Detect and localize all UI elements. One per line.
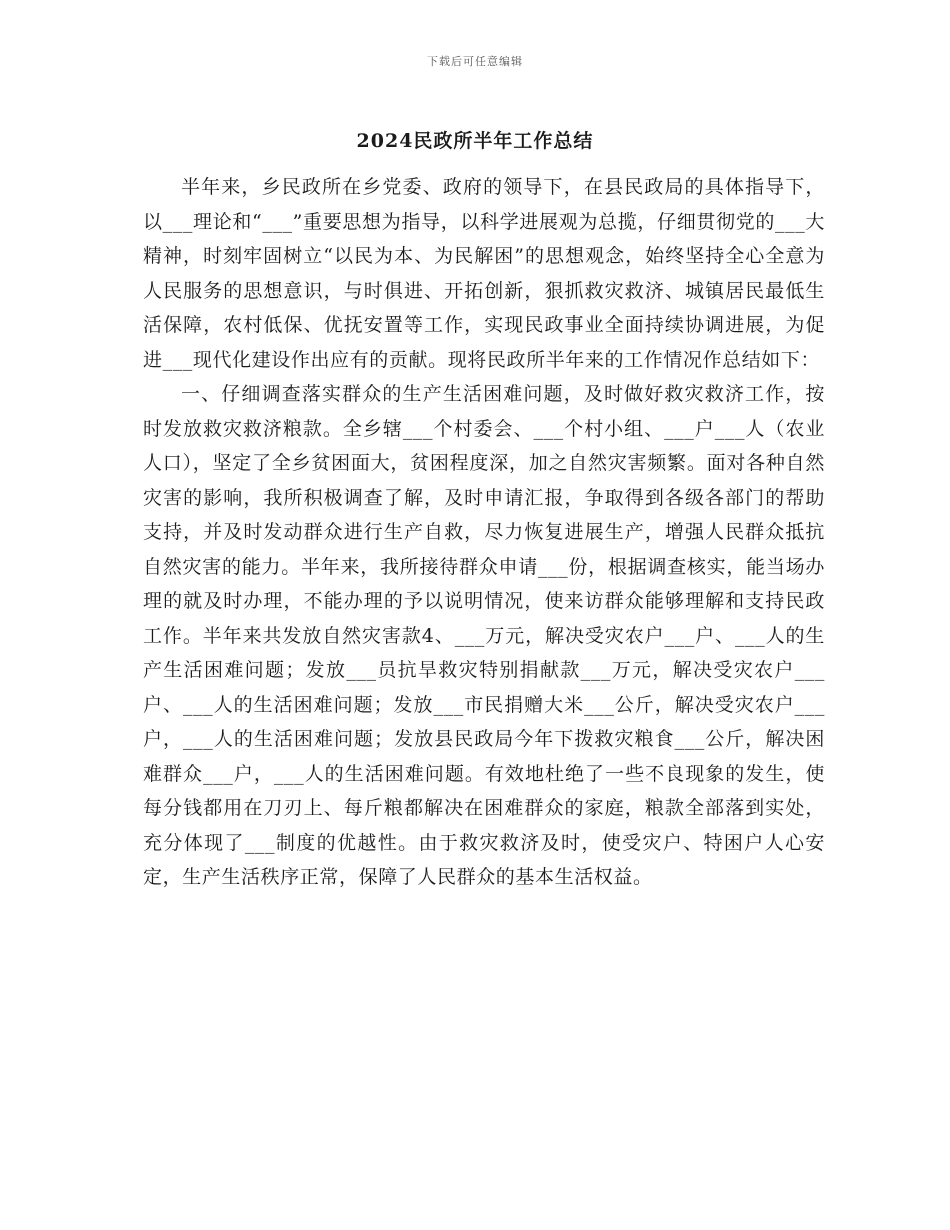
document-body — [143, 170, 825, 895]
paragraph-intro: 半年来，乡民政所在乡党委、政府的领导下，在县民政局的具体指导下，以___理论和“___”重要思想为指导，以科学进展观为总揽，仔细贯彻党的___大精神，时刻牢固树立“以民为本、为民解困”的思想观念，始终坚持全心全意为人民服务的思想意识，与时俱进、开拓创新，狠抓救灾救济、城镇居民最低生活保障，农村低保、优抚安置等工作，实现民政事业全面持续协调进展，为促进___现代化建设作出应有的贡献。现将民政所半年来的工作情况作总结如下： — [143, 176, 825, 371]
paragraph-section-1: 一、仔细调查落实群众的生产生活困难问题，及时做好救灾救济工作，按时发放救灾救济粮款。全乡辖___个村委会、___个村小组、___户___人（农业人口），坚定了全乡贫困面大，贫困程度深，加之自然灾害频繁。面对各种自然灾害的影响，我所积极调查了解，及时申请汇报，争取得到各级各部门的帮助支持，并及时发动群众进行生产自救，尽力恢复进展生产，增强人民群众抵抗自然灾害的能力。半年来，我所接待群众申请___份，根据调查核实，能当场办理的就及时办理，不能办理的予以说明情况，使来访群众能够理解和支持民政工作。半年来共发放自然灾害款4、___万元，解决受灾农户___户、___人的生产生活困难问题；发放___员抗旱救灾特别捐献款___万元，解决受灾农户___户、___人的生活困难问题；发放___市民捐赠大米___公斤，解决受灾农户___户，___人的生活困难问题；发放县民政局今年下拨救灾粮食___公斤，解决困难群众___户，___人的生活困难问题。有效地杜绝了一些不良现象的发生，使每分钱都用在刀刃上、每斤粮都解决在困难群众的家庭，粮款全部落到实处，充分体现了___制度的优越性。由于救灾救济及时，使受灾户、特困户人心安定，生产生活秩序正常，保障了人民群众的基本生活权益。 — [143, 383, 825, 888]
document-title: 2024民政所半年工作总结 — [356, 130, 594, 152]
page-header-note: 下载后可任意编辑 — [427, 55, 523, 68]
